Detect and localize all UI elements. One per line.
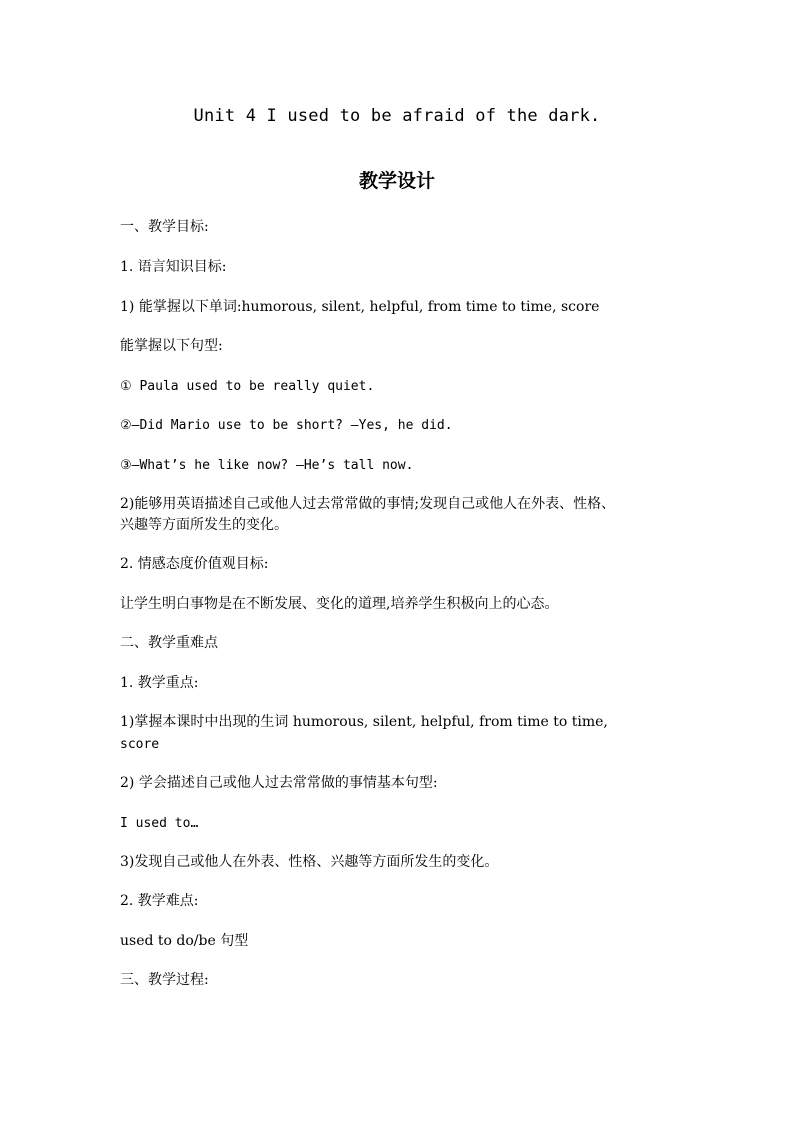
- document-title-chinese: 教学设计: [358, 170, 435, 192]
- key-point-3-line: 3)发现自己或他人在外表、性格、兴趣等方面所发生的变化。: [120, 854, 499, 870]
- key-point-1-line-1: 1)掌握本课时中出现的生词 humorous, silent, helpful, from time to time,: [120, 714, 608, 730]
- subheading-language-knowledge: 1. 语言知识目标:: [120, 259, 227, 275]
- section-heading-teaching-process: 三、教学过程:: [120, 972, 209, 988]
- sentence-pattern-3: ③—What’s he like now? —He’s tall now.: [120, 458, 414, 473]
- key-point-1-line-2: score: [120, 737, 160, 752]
- key-point-2-example: I used to…: [120, 816, 199, 831]
- attitude-objective-line: 让学生明白事物是在不断发展、变化的道理,培养学生积极向上的心态。: [120, 596, 559, 612]
- section-heading-key-difficult-points: 二、教学重难点: [120, 635, 218, 651]
- sentence-pattern-1: ① Paula used to be really quiet.: [120, 379, 375, 394]
- ability-objective-line-2: 兴趣等方面所发生的变化。: [120, 517, 288, 533]
- subheading-difficult-points: 2. 教学难点:: [120, 893, 199, 909]
- subheading-attitude-values: 2. 情感态度价值观目标:: [120, 556, 269, 572]
- sentence-pattern-2: ②—Did Mario use to be short? —Yes, he did.: [120, 418, 453, 433]
- document-title-english: Unit 4 I used to be afraid of the dark.: [193, 106, 601, 126]
- section-heading-objectives: 一、教学目标:: [120, 219, 209, 235]
- key-point-2-line: 2) 学会描述自己或他人过去常常做的事情基本句型:: [120, 775, 438, 791]
- difficult-point-line: used to do/be 句型: [120, 933, 249, 949]
- vocabulary-line: 1) 能掌握以下单词:humorous, silent, helpful, from time to time, score: [120, 299, 600, 315]
- ability-objective-line-1: 2)能够用英语描述自己或他人过去常常做的事情;发现自己或他人在外表、性格、: [120, 496, 616, 512]
- sentence-patterns-heading: 能掌握以下句型:: [120, 338, 223, 354]
- subheading-key-points: 1. 教学重点:: [120, 675, 199, 691]
